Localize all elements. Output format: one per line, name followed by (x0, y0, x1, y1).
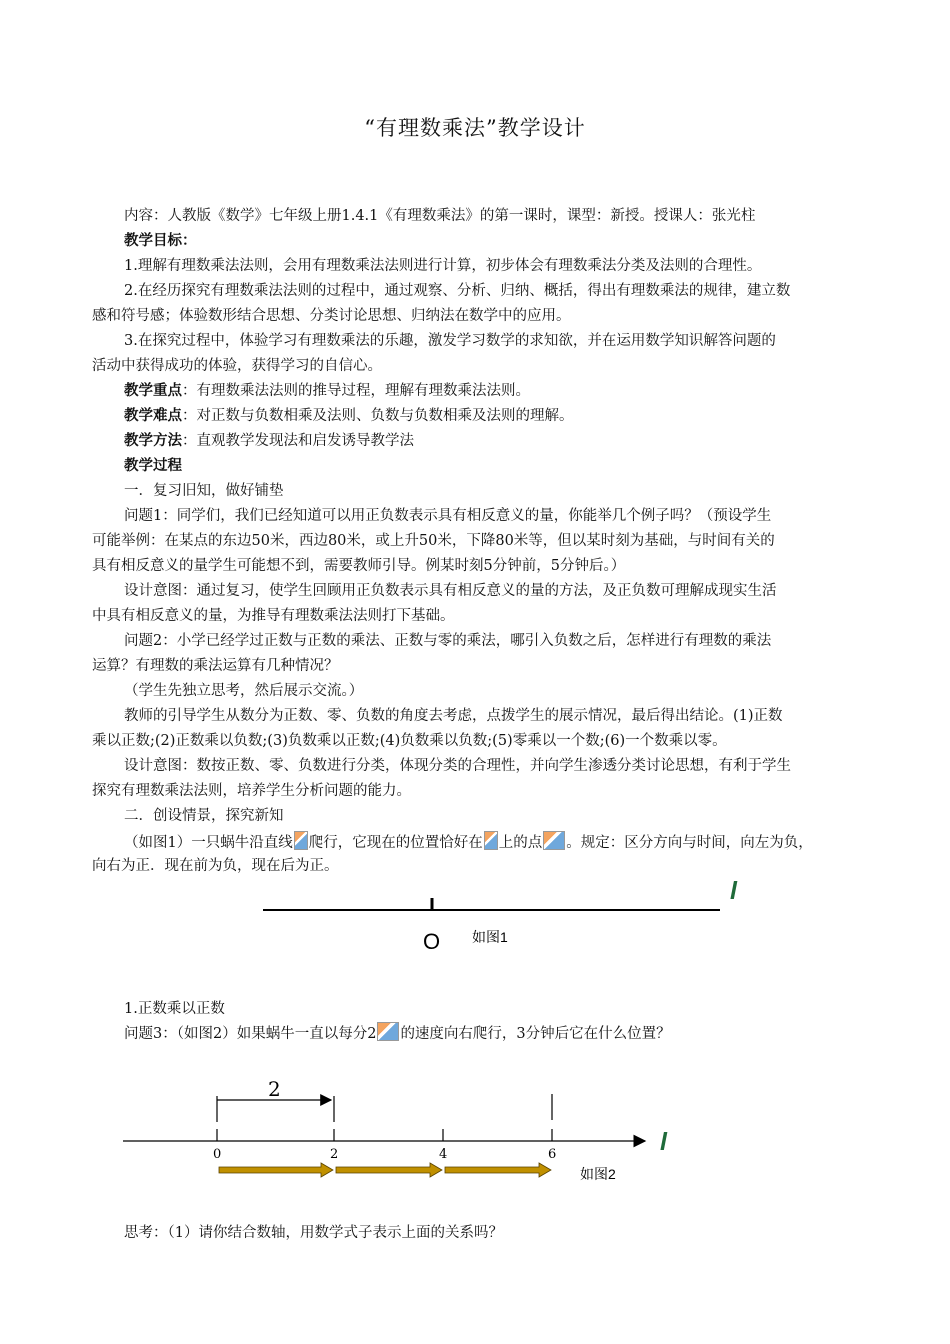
tick-label: 4 (439, 1147, 448, 1162)
scenario-text-3: 上的点 (498, 835, 543, 851)
formula-image-icon (294, 831, 308, 850)
goal-3-line-1: 3.在探究过程中，体验学习有理数乘法的乐趣，激发学习数学的求知欲，并在运用数学知识解答问题的 (124, 333, 776, 349)
movement-arrow (219, 1163, 333, 1177)
difficult-point-text: ：对正数与负数相乘及法则、负数与负数相乘及法则的理解。 (182, 408, 574, 424)
figure-1-number-line (0, 870, 950, 960)
goal-2-line-1: 2.在经历探究有理数乘法法则的过程中，通过观察、分析、归纳、概括，得出有理数乘法的规律，建立数 (124, 283, 791, 299)
process-heading: 教学过程 (124, 457, 182, 474)
difficult-point (124, 406, 574, 426)
figure-2-number-line (0, 1060, 950, 1190)
tick-label: 6 (548, 1147, 557, 1162)
movement-arrow (336, 1163, 442, 1177)
design-intent-2-line-1: 设计意图：数按正数、零、负数进行分类，体现分类的合理性，并向学生渗透分类讨论思想，有利于学生 (124, 758, 791, 774)
goal-3-line-2: 活动中获得成功的体验，获得学习的自信心。 (92, 358, 382, 374)
intro-line: 内容：人教版《数学》七年级上册1.4.1《有理数乘法》的第一课时，课型：新授。授课人：张光柱 (124, 208, 756, 224)
document-title: “有理数乘法”教学设计 (364, 116, 586, 140)
origin-label: O (423, 929, 441, 954)
key-point (124, 381, 530, 401)
figure-2-caption: 如图2 (580, 1166, 616, 1182)
teacher-guide-line-2: 乘以正数;(2)正数乘以负数;(3)负数乘以正数;(4)负数乘以负数;(5)零乘以一个数;(6)一个数乘以零。 (92, 733, 727, 749)
formula-image-icon (377, 1022, 399, 1041)
scenario-text-2: 爬行，它现在的位置恰好在 (308, 835, 483, 851)
formula-image-icon (543, 831, 565, 850)
question-1-line-2: 可能举例：在某点的东边50米，西边80米，或上升50米，下降80米等，但以某时刻为基础，与时间有关的 (92, 533, 775, 549)
teaching-method-label: 教学方法 (124, 432, 182, 449)
think-question: 思考：（1）请你结合数轴，用数学式子表示上面的关系吗？ (124, 1225, 503, 1241)
key-point-label: 教学重点 (124, 382, 182, 399)
question-1-line-1: 问题1：同学们，我们已经知道可以用正负数表示具有相反意义的量，你能举几个例子吗？（预设学生 (124, 508, 772, 524)
design-intent-2-line-2: 探究有理数乘法法则，培养学生分析问题的能力。 (92, 783, 411, 799)
tick-label: 2 (330, 1147, 339, 1162)
line-label: l (730, 877, 737, 905)
teacher-guide-line-1: 教师的引导学生从数分为正数、零、负数的角度去考虑，点拨学生的展示情况，最后得出结论。(1)正数 (124, 708, 783, 724)
movement-arrow (445, 1163, 551, 1177)
goals-heading: 教学目标： (124, 232, 197, 249)
question-2-line-1: 问题2：小学已经学过正数与正数的乘法、正数与零的乘法，哪引入负数之后，怎样进行有理数的乘法 (124, 633, 772, 649)
question-3 (124, 1022, 671, 1044)
teaching-method (124, 431, 414, 451)
goal-1: 1.理解有理数乘法法则，会用有理数乘法法则进行计算，初步体会有理数乘法分类及法则的合理性。 (124, 258, 762, 274)
question-2-line-2: 运算？有理数的乘法运算有几种情况？ (92, 658, 339, 674)
figure-1-caption: 如图1 (472, 929, 508, 945)
scenario-line-2: 向右为正．现在前为负，现在后为正。 (92, 858, 339, 874)
design-intent-1-line-2: 中具有相反意义的量，为推导有理数乘法法则打下基础。 (92, 608, 455, 624)
goal-2-line-2: 感和符号感；体验数形结合思想、分类讨论思想、归纳法在数学中的应用。 (92, 308, 571, 324)
line-label: l (660, 1128, 667, 1156)
scenario-text-4: 。规定：区分方向与时间，向左为负， (566, 835, 813, 851)
section-2-heading: 二．创设情景，探究新知 (124, 808, 284, 824)
design-intent-1-line-1: 设计意图：通过复习，使学生回顾用正负数表示具有相反意义的量的方法，及正负数可理解成现实生活 (124, 583, 777, 599)
formula-image-icon (484, 831, 498, 850)
question-3-text-1: 问题3：（如图2）如果蜗牛一直以每分2 (124, 1026, 377, 1042)
question-3-text-2: 的速度向右爬行，3分钟后它在什么位置？ (400, 1026, 671, 1042)
movement-arrows (219, 1163, 551, 1177)
question-1-line-3: 具有相反意义的量学生可能想不到，需要教师引导。例某时刻5分钟前，5分钟后。） (92, 558, 626, 574)
scenario-line-1 (124, 831, 813, 853)
scenario-text-1: （如图1）一只蜗牛沿直线 (124, 835, 293, 851)
section-1-heading: 一．复习旧知，做好铺垫 (124, 483, 284, 499)
question-2-note: （学生先独立思考，然后展示交流。） (124, 683, 364, 699)
step-length-label: 2 (268, 1077, 281, 1101)
tick-label: 0 (213, 1147, 222, 1162)
tick-group (213, 1129, 556, 1162)
subsection-1-heading: 1.正数乘以正数 (124, 1001, 225, 1017)
difficult-point-label: 教学难点 (124, 407, 182, 424)
teaching-method-text: ：直观教学发现法和启发诱导教学法 (182, 433, 414, 449)
key-point-text: ：有理数乘法法则的推导过程，理解有理数乘法法则。 (182, 383, 530, 399)
